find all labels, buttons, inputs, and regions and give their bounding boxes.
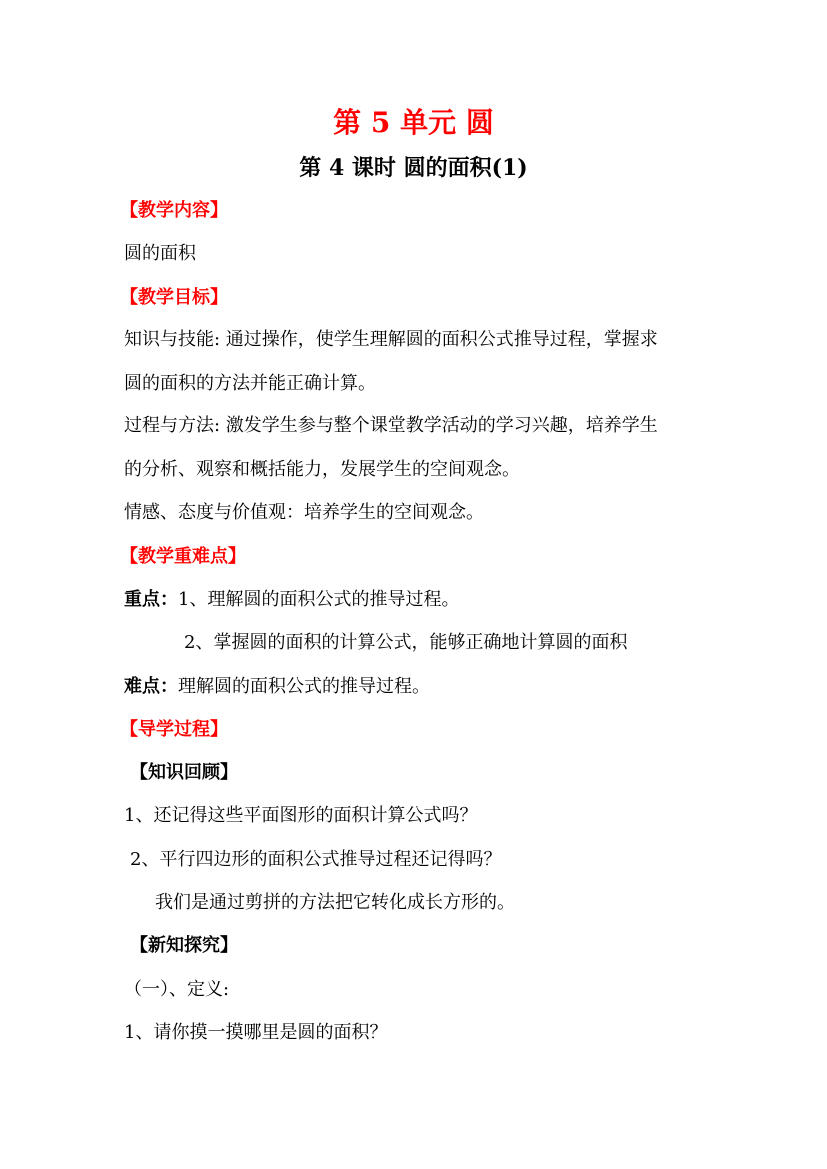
difficulty-label: 难点： <box>124 676 178 697</box>
review-answer-2: 我们是通过剪拼的方法把它转化成长方形的。 <box>155 892 515 913</box>
key-point-2: 2、掌握圆的面积的计算公式，能够正确地计算圆的面积 <box>184 632 628 653</box>
difficulty-line <box>124 675 430 699</box>
goals-heading: 【教学目标】 <box>120 287 228 308</box>
goal-line-4: 的分析、观察和概括能力，发展学生的空间观念。 <box>124 459 520 480</box>
review-heading: 【知识回顾】 <box>130 762 238 783</box>
explore-heading: 【新知探究】 <box>130 935 238 956</box>
key-point-line-1 <box>124 588 459 612</box>
review-question-2: 2、平行四边形的面积公式推导过程还记得吗？ <box>130 849 502 870</box>
goal-line-3: 过程与方法: 激发学生参与整个课堂教学活动的学习兴趣，培养学生 <box>124 415 658 436</box>
goal-line-2: 圆的面积的方法并能正确计算。 <box>124 373 376 394</box>
definition-label: （一）、定义: <box>124 979 230 1000</box>
explore-question-1: 1、请你摸一摸哪里是圆的面积？ <box>124 1022 388 1043</box>
lesson-subtitle: 第 4 课时 圆的面积(1) <box>299 155 528 181</box>
key-points-heading: 【教学重难点】 <box>120 546 246 567</box>
goal-line-1: 知识与技能: 通过操作，使学生理解圆的面积公式推导过程，掌握求 <box>124 329 658 350</box>
content-text: 圆的面积 <box>124 243 196 264</box>
goal-line-5: 情感、态度与价值观：培养学生的空间观念。 <box>124 502 484 523</box>
content-heading: 【教学内容】 <box>120 200 228 221</box>
unit-title: 第 5 单元 圆 <box>333 106 494 139</box>
process-heading: 【导学过程】 <box>120 719 228 740</box>
key-point-1: 1、理解圆的面积公式的推导过程。 <box>178 589 460 610</box>
key-label: 重点： <box>124 589 178 610</box>
difficulty-text: 理解圆的面积公式的推导过程。 <box>178 676 430 697</box>
review-question-1: 1、还记得这些平面图形的面积计算公式吗？ <box>124 805 478 826</box>
